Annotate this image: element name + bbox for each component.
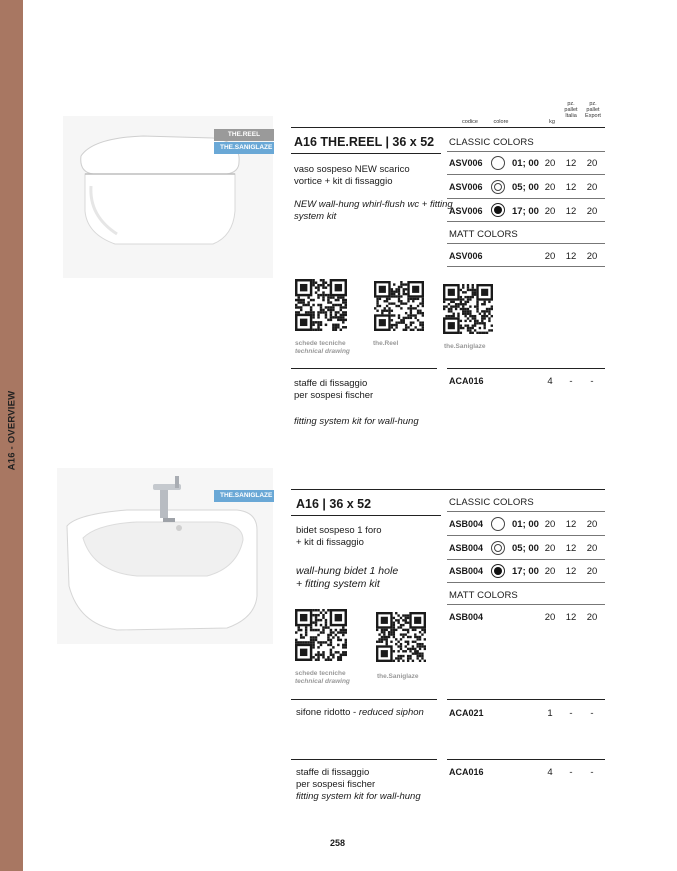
p2-matt-kg: 20 <box>544 612 556 623</box>
p2-acc1-export: - <box>590 708 594 719</box>
p1-row2-rule <box>447 198 605 199</box>
p1-row2-kg: 20 <box>544 182 556 193</box>
tag-the-reel: THE.REEL <box>214 129 274 141</box>
p1-matt-italia: 12 <box>565 251 577 262</box>
product2-title: A16 | 36 x 52 <box>296 497 372 511</box>
qr1-sublabel: technical drawing <box>295 348 350 355</box>
white-swatch-icon <box>491 156 505 170</box>
p1-row1-italia: 12 <box>565 158 577 169</box>
product2-header-rule <box>291 489 605 490</box>
qr2-label: the.Reel <box>373 340 399 347</box>
col-header-pallet-italia: pz. pallet Italia <box>564 101 578 119</box>
p2-row3-rule <box>447 582 605 583</box>
p2-acc2-rule-left <box>291 759 437 760</box>
qr-code-icon[interactable] <box>295 609 347 661</box>
p2-acc1-kg: 1 <box>547 708 553 719</box>
p1-row1-rule <box>447 174 605 175</box>
product1-classic-rule <box>447 151 605 152</box>
p1-row3-export: 20 <box>586 206 598 217</box>
p2-row2-rule <box>447 559 605 560</box>
p1-matt-code: ASV006 <box>449 251 483 261</box>
p2-acc1-rule-left <box>291 699 437 700</box>
p1-matt-row-rule <box>447 266 605 267</box>
p1-accessory-rule-right <box>447 368 605 369</box>
p2-row1-italia: 12 <box>565 519 577 530</box>
p1-accessory-rule-left <box>291 368 437 369</box>
p2-row2-export: 20 <box>586 543 598 554</box>
section-label-text: A16 - OVERVIEW <box>6 390 18 470</box>
p2-row3-color: 17; 00 <box>512 566 539 577</box>
p1-row3-code: ASV006 <box>449 206 483 216</box>
product1-classic-label: CLASSIC COLORS <box>449 137 534 148</box>
ring-swatch-icon <box>491 180 505 194</box>
header-rule <box>291 127 605 128</box>
product2-title-rule <box>291 515 441 516</box>
p2-row2-color: 05; 00 <box>512 543 539 554</box>
p2-row1-rule <box>447 535 605 536</box>
p2-row3-code: ASB004 <box>449 566 484 576</box>
p1-accessory-desc-en: fitting system kit for wall-hung <box>294 416 419 427</box>
col-header-pallet-export: pz. pallet Export <box>585 101 601 119</box>
p1-row1-export: 20 <box>586 158 598 169</box>
p2-qr1-sublabel: technical drawing <box>295 678 350 685</box>
col-header-kg: kg <box>549 119 555 125</box>
p2-row1-color: 01; 00 <box>512 519 539 530</box>
p1-accessory-desc-it: staffe di fissaggio per sospesi fischer <box>294 378 374 401</box>
p2-acc1-rule-right <box>447 699 605 700</box>
tag-the-saniglaze: THE.SANIGLAZE <box>214 142 274 154</box>
white-swatch-icon <box>491 517 505 531</box>
p2-acc1-code: ACA021 <box>449 708 484 718</box>
product2-matt-rule <box>447 604 605 605</box>
product2-desc-it: bidet sospeso 1 foro + kit di fissaggio <box>296 525 382 548</box>
p1-row3-rule <box>447 221 605 222</box>
product1-matt-label: MATT COLORS <box>449 229 518 240</box>
p1-row2-export: 20 <box>586 182 598 193</box>
qr-code-icon[interactable] <box>376 612 426 662</box>
p2-row1-export: 20 <box>586 519 598 530</box>
product1-desc-it: vaso sospeso NEW scarico vortice + kit di fissaggio <box>294 164 410 187</box>
p2-acc2-italia: - <box>569 767 573 778</box>
p2-matt-code: ASB004 <box>449 612 484 622</box>
p1-row1-kg: 20 <box>544 158 556 169</box>
p1-accessory-export: - <box>590 376 594 387</box>
p1-row2-code: ASV006 <box>449 182 483 192</box>
qr-code-icon[interactable] <box>443 284 493 334</box>
p2-acc2-desc-it: staffe di fissaggio per sospesi fischer <box>296 767 376 790</box>
p2-matt-export: 20 <box>586 612 598 623</box>
p2-acc2-code: ACA016 <box>449 767 484 777</box>
p2-qr2-label: the.Saniglaze <box>377 673 419 680</box>
p2-row1-code: ASB004 <box>449 519 484 529</box>
p2-acc2-rule-right <box>447 759 605 760</box>
p1-accessory-italia: - <box>569 376 573 387</box>
p2-row3-export: 20 <box>586 566 598 577</box>
p2-acc2-desc-en: fitting system kit for wall-hung <box>296 791 421 802</box>
p2-row1-kg: 20 <box>544 519 556 530</box>
product2-classic-rule <box>447 511 605 512</box>
section-label <box>2 360 22 500</box>
p2-acc1-italia: - <box>569 708 573 719</box>
product1-desc-en: NEW wall-hung whirl-flush wc + fitting system kit <box>294 199 453 222</box>
p2-matt-italia: 12 <box>565 612 577 623</box>
p1-matt-export: 20 <box>586 251 598 262</box>
p1-row2-italia: 12 <box>565 182 577 193</box>
product2-matt-label: MATT COLORS <box>449 590 518 601</box>
product2-classic-label: CLASSIC COLORS <box>449 497 534 508</box>
product1-title-rule <box>291 153 441 154</box>
p2-row2-code: ASB004 <box>449 543 484 553</box>
black-swatch-icon <box>491 203 505 217</box>
p1-row3-italia: 12 <box>565 206 577 217</box>
qr1-label: schede tecniche <box>295 340 346 347</box>
black-swatch-icon <box>491 564 505 578</box>
p2-row3-italia: 12 <box>565 566 577 577</box>
col-header-colore: colore <box>493 119 509 125</box>
p1-row3-color: 17; 00 <box>512 206 539 217</box>
p2-acc1-desc-it: sifone ridotto - <box>296 707 359 718</box>
p1-row2-color: 05; 00 <box>512 182 539 193</box>
product2-desc-en: wall-hung bidet 1 hole + fitting system kit <box>296 565 399 590</box>
p1-matt-kg: 20 <box>544 251 556 262</box>
page-number: 258 <box>330 838 346 848</box>
p1-accessory-kg: 4 <box>547 376 553 387</box>
col-header-codice: codice <box>462 119 478 125</box>
p1-accessory-code: ACA016 <box>449 376 484 386</box>
product1-title: A16 THE.REEL | 36 x 52 <box>294 135 435 149</box>
p1-row1-color: 01; 00 <box>512 158 539 169</box>
p1-row1-code: ASV006 <box>449 158 483 168</box>
tag-the-saniglaze: THE.SANIGLAZE <box>214 490 274 502</box>
p2-row2-italia: 12 <box>565 543 577 554</box>
product1-matt-rule <box>447 243 605 244</box>
qr3-label: the.Saniglaze <box>444 343 486 350</box>
p2-acc1-desc <box>296 707 424 719</box>
p2-acc2-export: - <box>590 767 594 778</box>
qr-code-icon[interactable] <box>374 281 424 331</box>
p2-row3-kg: 20 <box>544 566 556 577</box>
p2-acc1-desc-en: reduced siphon <box>358 707 424 718</box>
qr-code-icon[interactable] <box>295 279 347 331</box>
ring-swatch-icon <box>491 541 505 555</box>
p2-acc2-kg: 4 <box>547 767 553 778</box>
p1-row3-kg: 20 <box>544 206 556 217</box>
p2-qr1-label: schede tecniche <box>295 670 346 677</box>
p2-row2-kg: 20 <box>544 543 556 554</box>
